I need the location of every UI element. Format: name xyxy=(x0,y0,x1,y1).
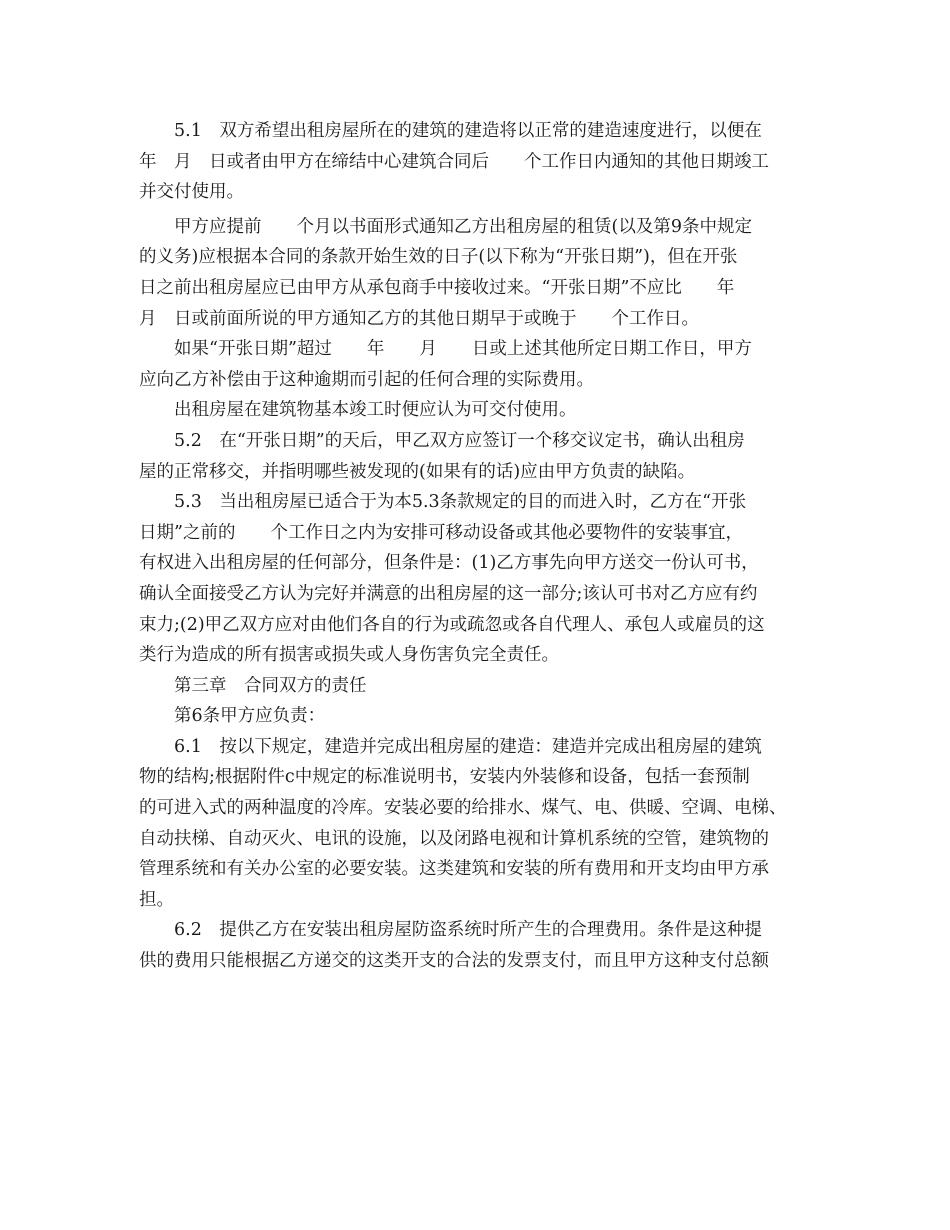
text-line: 6.1 按以下规定，建造并完成出租房屋的建造：建造并完成出租房屋的建筑 xyxy=(139,736,762,757)
text-line: 确认全面接受乙方认为完好并满意的出租房屋的这一部分;该认可书对乙方应有约 xyxy=(139,583,758,604)
text-line: 物的结构;根据附件c中规定的标准说明书，安装内外装修和设备，包括一套预制 xyxy=(139,767,750,788)
text-line: 如果“开张日期”超过 年 月 日或上述其他所定日期工作日，甲方 xyxy=(139,339,752,360)
text-line: 供的费用只能根据乙方递交的这类开支的合法的发票支付，而且甲方这种支付总额 xyxy=(139,951,769,972)
text-line: 类行为造成的所有损害或损失或人身伤害负完全责任。 xyxy=(139,645,559,666)
text-line: 的可进入式的两种温度的冷库。安装必要的给排水、煤气、电、供暖、空调、电梯、 xyxy=(139,798,787,819)
text-line: 6.2 提供乙方在安装出租房屋防盗系统时所产生的合理费用。条件是这种提 xyxy=(139,920,762,941)
text-line: 管理系统和有关办公室的必要安装。这类建筑和安装的所有费用和开支均由甲方承 xyxy=(139,859,769,880)
text-line: 5.2 在“开张日期”的天后，甲乙双方应签订一个移交议定书，确认出租房 xyxy=(139,430,745,451)
text-line: 有权进入出租房屋的任何部分，但条件是：(1)乙方事先向甲方送交一份认可书， xyxy=(139,553,759,574)
article-heading: 第6条甲方应负责： xyxy=(139,706,326,727)
text-line: 应向乙方补偿由于这种逾期而引起的任何合理的实际费用。 xyxy=(139,369,594,390)
text-line: 年 月 日或者由甲方在缔结中心建筑合同后 个工作日内通知的其他日期竣工 xyxy=(139,151,769,172)
text-line: 束力;(2)甲乙双方应对由他们各自的行为或疏忽或各自代理人、承包人或雇员的这 xyxy=(139,614,765,635)
chapter-heading: 第三章 合同双方的责任 xyxy=(139,675,367,696)
text-line: 日期”之前的 个工作日之内为安排可移动设备或其他必要物件的安装事宜， xyxy=(139,522,743,543)
text-line: 并交付使用。 xyxy=(139,182,244,203)
text-line: 月 日或前面所说的甲方通知乙方的其他日期早于或晚于 个工作日。 xyxy=(139,308,699,329)
text-line: 甲方应提前 个月以书面形式通知乙方出租房屋的租赁(以及第9条中规定 xyxy=(139,216,752,237)
text-line: 的义务)应根据本合同的条款开始生效的日子(以下称为“开张日期”)，但在开张 xyxy=(139,247,738,268)
document-body xyxy=(139,116,829,977)
text-line: 5.3 当出租房屋已适合于为本5.3条款规定的目的而进入时，乙方在“开张 xyxy=(139,492,747,513)
text-line: 日之前出租房屋应已由甲方从承包商手中接收过来。“开张日期”不应比 年 xyxy=(139,277,735,298)
text-line: 5.1 双方希望出租房屋所在的建筑的建造将以正常的建造速度进行，以便在 xyxy=(139,121,762,141)
text-line: 担。 xyxy=(139,889,174,910)
text-line: 屋的正常移交，并指明哪些被发现的(如果有的话)应由甲方负责的缺陷。 xyxy=(139,461,696,482)
text-line: 自动扶梯、自动灭火、电讯的设施，以及闭路电视和计算机系统的空管，建筑物的 xyxy=(139,828,769,849)
text-line: 出租房屋在建筑物基本竣工时便应认为可交付使用。 xyxy=(139,400,577,421)
